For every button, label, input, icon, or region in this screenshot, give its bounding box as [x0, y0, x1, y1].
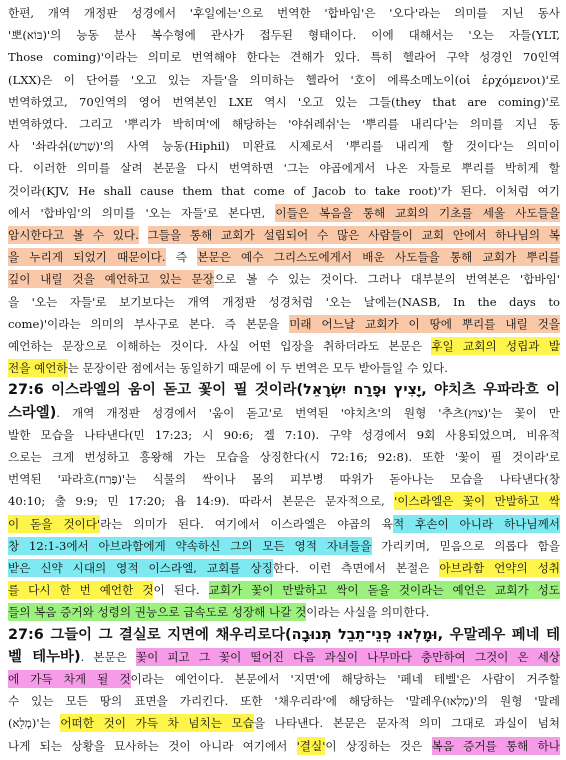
body-text: 으로 볼 수 있는 것이다. 그러나 대부분의 번역본은 '합바임' — [213, 272, 560, 287]
highlighted-text: 창 12:1-3에서 아브라함에게 약속하신 그의 모든 영적 자녀들을 — [8, 538, 372, 553]
body-text: 수 있는 모든 땅의 표면을 가리킨다. 또한 '채우리라'에 해당하는 '말레우(מָלְאוּ)'의 원형 '말레 — [8, 694, 560, 709]
verse-heading-text: , 우말레우 페네 테 — [437, 626, 560, 643]
body-text: 한편, 개역 개정판 성경에서 '후일에는'으로 번역한 '합바임'은 '오다'라는 의미를 지닌 동사 — [8, 6, 560, 20]
highlighted-text: 적 후손이 아니라 하나님께서 — [393, 516, 560, 531]
verse-heading-text: וּמָלְאוּ פְנֵי־תֵבֵל תְּנוּבָה — [291, 626, 438, 643]
highlighted-text: '이스라엘은 꽃이 만발하고 싹 — [394, 494, 560, 509]
text-line — [8, 69, 560, 91]
text-line — [8, 291, 560, 313]
body-text: 사 '솨라쉬(שָׁרַשׁ)'의 사역 능동(Hiphil) 미완료 시제로서 '뿌리를 내리게 할 것이다'는 의미이 — [8, 139, 560, 154]
text-line — [8, 24, 560, 46]
highlighted-text: 후일 교회의 성립과 발 — [431, 339, 560, 353]
body-text: 에서 '합바임'의 의미를 '오는 자들'로 본다면, — [8, 205, 276, 220]
highlighted-text: 그들을 통해 교회가 설립되어 수 많은 사람들이 교회 안에서 하나님의 복 — [147, 228, 560, 242]
highlighted-text: 을 누리게 되었기 때문이다. — [8, 250, 166, 265]
text-line — [8, 646, 560, 668]
body-text: . 본문은 — [80, 649, 136, 664]
body-text: 을 나타낸다. 본문은 문자적 의미 그대로 과실이 넘쳐 — [253, 716, 560, 731]
text-line — [8, 335, 560, 357]
text-line — [8, 624, 560, 646]
verse-heading-text: 벨 테누바) — [8, 648, 81, 665]
highlighted-text: 꽃이 피고 그 꽃이 떨어진 다음 과실이 나무마다 충만하여 그것이 온 세상 — [135, 649, 560, 664]
text-line — [8, 735, 560, 757]
highlighted-text: 아브라함 언약의 성취 — [439, 561, 560, 575]
body-text: (LXX)은 이 단어를 '오고 있는 자들'을 의미하는 헬라어 '호이 에륵소메노이(οἱ ἐρχόμενοι)'로 — [8, 72, 560, 87]
text-line — [8, 268, 560, 290]
text-line — [8, 402, 560, 424]
text-line — [8, 668, 560, 690]
text-line — [8, 135, 560, 157]
body-text — [139, 228, 148, 242]
highlighted-text: 전을 예언하 — [8, 361, 68, 376]
highlighted-text: 에 가득 차게 될 것 — [8, 672, 131, 686]
text-line — [8, 113, 560, 135]
text-line — [8, 513, 560, 535]
body-text: 으로는 크게 번성하고 흥왕해 가는 모습을 상징한다(시 72:16; 92:8). 또한 '꽃이 필 것이라'로 — [8, 450, 560, 464]
text-line — [8, 313, 560, 335]
body-text: 번역된 '파라흐(פָּרַח)'는 식물의 싹이나 몸의 피부병 따위가 돋아나는 모습을 나타낸다(창 — [8, 472, 560, 487]
highlighted-text: 교회가 꽃이 만발하고 싹이 돋을 것이라는 예언은 교회가 성도 — [208, 583, 560, 598]
body-text: 40:10; 출 9:9; 민 17:20; 욥 14:9). 따라서 본문은 문자적으로, — [8, 494, 395, 509]
text-line — [8, 601, 560, 623]
body-text: 즉 — [165, 250, 198, 265]
highlighted-text: 암시한다고 볼 수 있다. — [8, 228, 139, 242]
text-line — [8, 180, 560, 202]
body-text: 발한 모습을 나타낸다(민 17:23; 시 90:6; 겔 7:10). 구약 성경에서 9회 사용되었으며, 비유적 — [8, 427, 560, 442]
text-line — [8, 157, 560, 179]
text-line — [8, 446, 560, 468]
text-line — [8, 690, 560, 712]
body-text: Those coming)'이라는 의미로 번역해야 한다는 견해가 있다. 특히 헬라어 구약 성경인 70인역 — [8, 50, 560, 65]
text-line — [8, 246, 560, 268]
verse-heading-text: 27:6 이스라엘의 움이 돋고 꽃이 필 것이라( — [8, 382, 304, 399]
body-text: 다. 이러한 의미를 살려 본문을 다시 번역하면 '그는 야곱에게서 나온 자들로 뿌리를 박히게 할 — [8, 161, 560, 176]
text-line — [8, 579, 560, 601]
body-text: come)'이라는 의미의 부사구로 본다. 즉 본문을 — [8, 316, 290, 331]
verse-heading-text: 스라엘) — [8, 404, 57, 421]
verse-heading-text: 27:6 그들이 그 결실로 지면에 채우리로다( — [8, 626, 292, 643]
body-text: 을 '오는 자들'로 보기보다는 개역 개정판 성경처럼 '오는 날에는(NASB, In the days to — [8, 294, 560, 309]
text-line — [8, 2, 560, 24]
body-text: 이 된다. — [153, 583, 209, 598]
text-line — [8, 202, 560, 224]
highlighted-text: 본문은 예수 그리스도에게서 배운 사도들을 통해 교회가 뿌리를 — [197, 250, 560, 265]
highlighted-text: 받은 신약 시대의 영적 이스라엘, 교회를 상징 — [8, 561, 273, 575]
text-line — [8, 468, 560, 490]
text-line — [8, 424, 560, 446]
text-line — [8, 557, 560, 579]
text-line — [8, 46, 560, 68]
verse-heading-text: , 야치츠 우파라흐 이 — [421, 382, 560, 399]
highlighted-text: 이들은 복음을 통해 교회의 기초를 세울 사도들을 — [275, 205, 560, 220]
body-text: 이 상징하는 것은 — [325, 738, 432, 753]
verse-heading-text: יָצִיץ וּפָרַח יִשְׂרָאֵל — [303, 382, 422, 399]
body-text: 는 문장이란 점에서는 동일하기 때문에 이 두 번역은 모두 받아들일 수 있다. — [67, 361, 448, 376]
body-text: 나게 되는 상황을 묘사하는 것이 아니라 여기에서 — [8, 738, 297, 753]
text-line — [8, 91, 560, 113]
body-text: 것이라(KJV, He shall cause them that come of Jacob to take root)'가 된다. 이처럼 여기 — [8, 183, 560, 198]
highlighted-text: 를 다시 한 번 예언한 것 — [8, 583, 154, 598]
body-text: '뽀(בּוֹא)'의 능동 분사 복수형에 관사가 접두된 형태이다. 이에 대해서는 '오는 자들(YLT, — [8, 28, 560, 43]
highlighted-text: '결실' — [296, 738, 326, 753]
highlighted-text: 깊이 내릴 것을 예언하고 있는 문장 — [8, 272, 214, 287]
highlighted-text: 복음 증거를 통해 하나 — [431, 738, 560, 753]
text-line — [8, 535, 560, 557]
text-line — [8, 357, 560, 379]
body-text: . 개역 개정판 성경에서 '움이 돋고'로 번역된 '야치츠'의 원형 '추츠(צוּץ)'는 꽃이 만 — [56, 405, 560, 420]
body-text: 번역하였고, 70인역의 영어 번역본인 LXE 역시 '오고 있는 그들(they that are coming)'로 — [8, 94, 560, 109]
highlighted-text: 들의 복음 증거와 성령의 권능으로 급속도로 성장해 나갈 것 — [8, 605, 307, 620]
highlighted-text: 이 돋을 것이다' — [8, 516, 101, 531]
text-line — [8, 712, 560, 734]
body-text: 이라는 사실을 의미한다. — [306, 605, 430, 620]
body-text: 라는 의미가 된다. 여기에서 이스라엘은 야곱의 육 — [100, 516, 393, 531]
body-text: 가리키며, 믿음으로 의롭다 함을 — [371, 538, 560, 553]
body-text: (מָלֵא)'는 — [8, 716, 61, 731]
highlighted-text: 어떠한 것이 가득 차 넘치는 모습 — [60, 716, 254, 731]
text-line — [8, 490, 560, 512]
text-line — [8, 379, 560, 401]
highlighted-text: 미래 어느날 교회가 이 땅에 뿌리를 내릴 것을 — [289, 316, 560, 331]
body-text: 한다. 이런 측면에서 본절은 — [272, 561, 440, 575]
body-text: 번역하였다. 그리고 '뿌리가 박히며'에 해당하는 '야쉬레쉬'는 '뿌리를 내리다'는 의미를 지닌 동 — [8, 117, 560, 131]
body-text: 이라는 예언이다. 본문에서 '지면'에 해당하는 '페네 테벨'은 사람이 거주할 — [130, 672, 560, 686]
body-text: 예언하는 문장으로 이해하는 것이다. 사실 어떤 입장을 취하더라도 본문은 — [8, 339, 432, 353]
text-line — [8, 224, 560, 246]
